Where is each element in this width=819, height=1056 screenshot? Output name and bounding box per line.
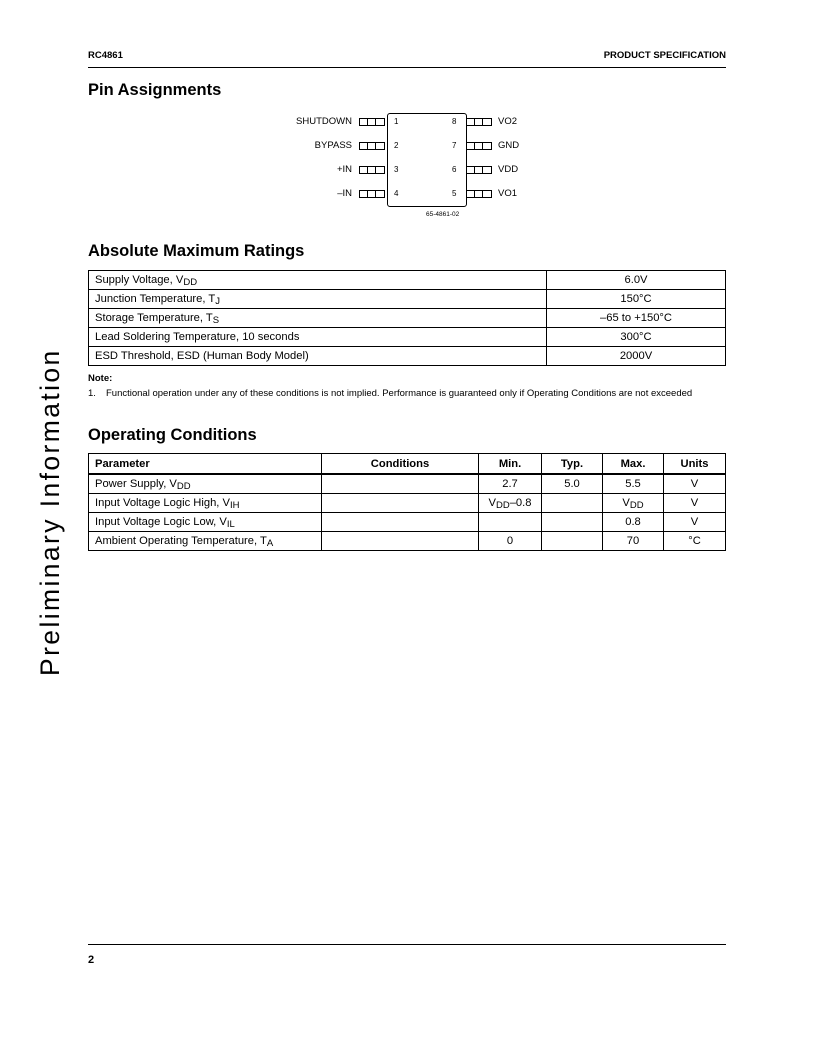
max-cell: 5.5 [603, 474, 664, 494]
pin-label-4: –IN [337, 188, 352, 199]
column-header-min: Min. [479, 454, 542, 475]
table-row [89, 513, 726, 532]
section-title-pin-assignments: Pin Assignments [88, 81, 222, 99]
max-cell: 70 [603, 532, 664, 551]
pin-label-3: +IN [336, 164, 352, 175]
pin-lead-4 [359, 190, 385, 198]
column-header-conditions: Conditions [322, 454, 479, 475]
units-cell: V [664, 513, 726, 532]
table-header-row [89, 454, 726, 475]
pin-label-6: VDD [498, 164, 519, 175]
pin-lead-7 [466, 142, 492, 150]
doc-id: RC4861 [88, 50, 123, 61]
column-header-max: Max. [603, 454, 664, 475]
table-row [89, 347, 726, 366]
pin-number-7: 7 [452, 141, 457, 150]
typ-cell [542, 532, 603, 551]
column-header-units: Units [664, 454, 726, 475]
min-cell: 0 [479, 532, 542, 551]
section-title-operating-conditions: Operating Conditions [88, 426, 257, 444]
table-row [89, 328, 726, 347]
param-cell: Storage Temperature, $T_S$ [89, 309, 547, 328]
table-row [89, 290, 726, 309]
conditions-cell [322, 474, 479, 494]
note-title: Note: [88, 373, 113, 384]
column-header-typ: Typ. [542, 454, 603, 475]
pin-lead-5 [466, 190, 492, 198]
min-cell [479, 513, 542, 532]
package-code: 65-4861-02 [426, 211, 460, 218]
pin-lead-6 [466, 166, 492, 174]
pin-number-3: 3 [394, 165, 399, 174]
footer-rule [88, 944, 726, 945]
header-rule [88, 67, 726, 68]
pin-number-8: 8 [452, 117, 457, 126]
pin-label-8: VO2 [498, 116, 518, 127]
pin-label-7: GND [498, 140, 520, 151]
param-cell: Junction Temperature, $T_J$ [89, 290, 547, 309]
pin-lead-3 [359, 166, 385, 174]
pin-label-2: BYPASS [314, 140, 352, 151]
pin-number-6: 6 [452, 165, 457, 174]
conditions-cell [322, 494, 479, 513]
table-row [89, 309, 726, 328]
units-cell: °C [664, 532, 726, 551]
pin-label-5: VO1 [498, 188, 518, 199]
pin-lead-8 [466, 118, 492, 126]
value-cell: 150°C [547, 290, 726, 309]
min-cell: 2.7 [479, 474, 542, 494]
typ-cell: 5.0 [542, 474, 603, 494]
table-row [89, 532, 726, 551]
conditions-cell [322, 532, 479, 551]
table-row [89, 474, 726, 494]
max-cell: $V_{DD}$ [603, 494, 664, 513]
value-cell: –65 to +150°C [547, 309, 726, 328]
pin-number-5: 5 [452, 189, 457, 198]
typ-cell [542, 494, 603, 513]
param-cell: Input Voltage Logic Low, $V_{IL}$ [89, 513, 322, 532]
param-cell: ESD Threshold, ESD (Human Body Model) [89, 347, 547, 366]
doc-type: PRODUCT SPECIFICATION [603, 50, 726, 61]
param-cell: Input Voltage Logic High, $V_{IH}$ [89, 494, 322, 513]
units-cell: V [664, 474, 726, 494]
pin-lead-2 [359, 142, 385, 150]
typ-cell [542, 513, 603, 532]
pin-number-4: 4 [394, 189, 399, 198]
page-number: 2 [88, 954, 95, 966]
conditions-cell [322, 513, 479, 532]
units-cell: V [664, 494, 726, 513]
value-cell: 6.0V [547, 271, 726, 290]
pin-number-1: 1 [394, 117, 399, 126]
value-cell: 2000V [547, 347, 726, 366]
pin-label-1: SHUTDOWN [296, 116, 352, 127]
absolute-maximum-ratings-table [88, 270, 726, 366]
min-cell: $V_{DD}-0.8$ [479, 494, 542, 513]
note-text: Functional operation under any of these conditions is not implied. Performance is guaranteed only if Operating Conditions are not exceeded [106, 388, 693, 399]
param-cell: Ambient Operating Temperature, $T_A$ [89, 532, 322, 551]
max-cell: 0.8 [603, 513, 664, 532]
sidebar-watermark: Preliminary Information [35, 348, 65, 676]
pin-lead-1 [359, 118, 385, 126]
table-row [89, 494, 726, 513]
note-number: 1. [88, 388, 96, 399]
value-cell: 300°C [547, 328, 726, 347]
operating-conditions-table [88, 453, 726, 551]
param-cell: Power Supply, $V_{DD}$ [89, 474, 322, 494]
param-cell: Lead Soldering Temperature, 10 seconds [89, 328, 547, 347]
section-title-absolute-maximum-ratings: Absolute Maximum Ratings [88, 242, 305, 260]
table-row [89, 271, 726, 290]
column-header-parameter: Parameter [89, 454, 322, 475]
pin-number-2: 2 [394, 141, 399, 150]
param-cell: Supply Voltage, $V_{DD}$ [89, 271, 547, 290]
